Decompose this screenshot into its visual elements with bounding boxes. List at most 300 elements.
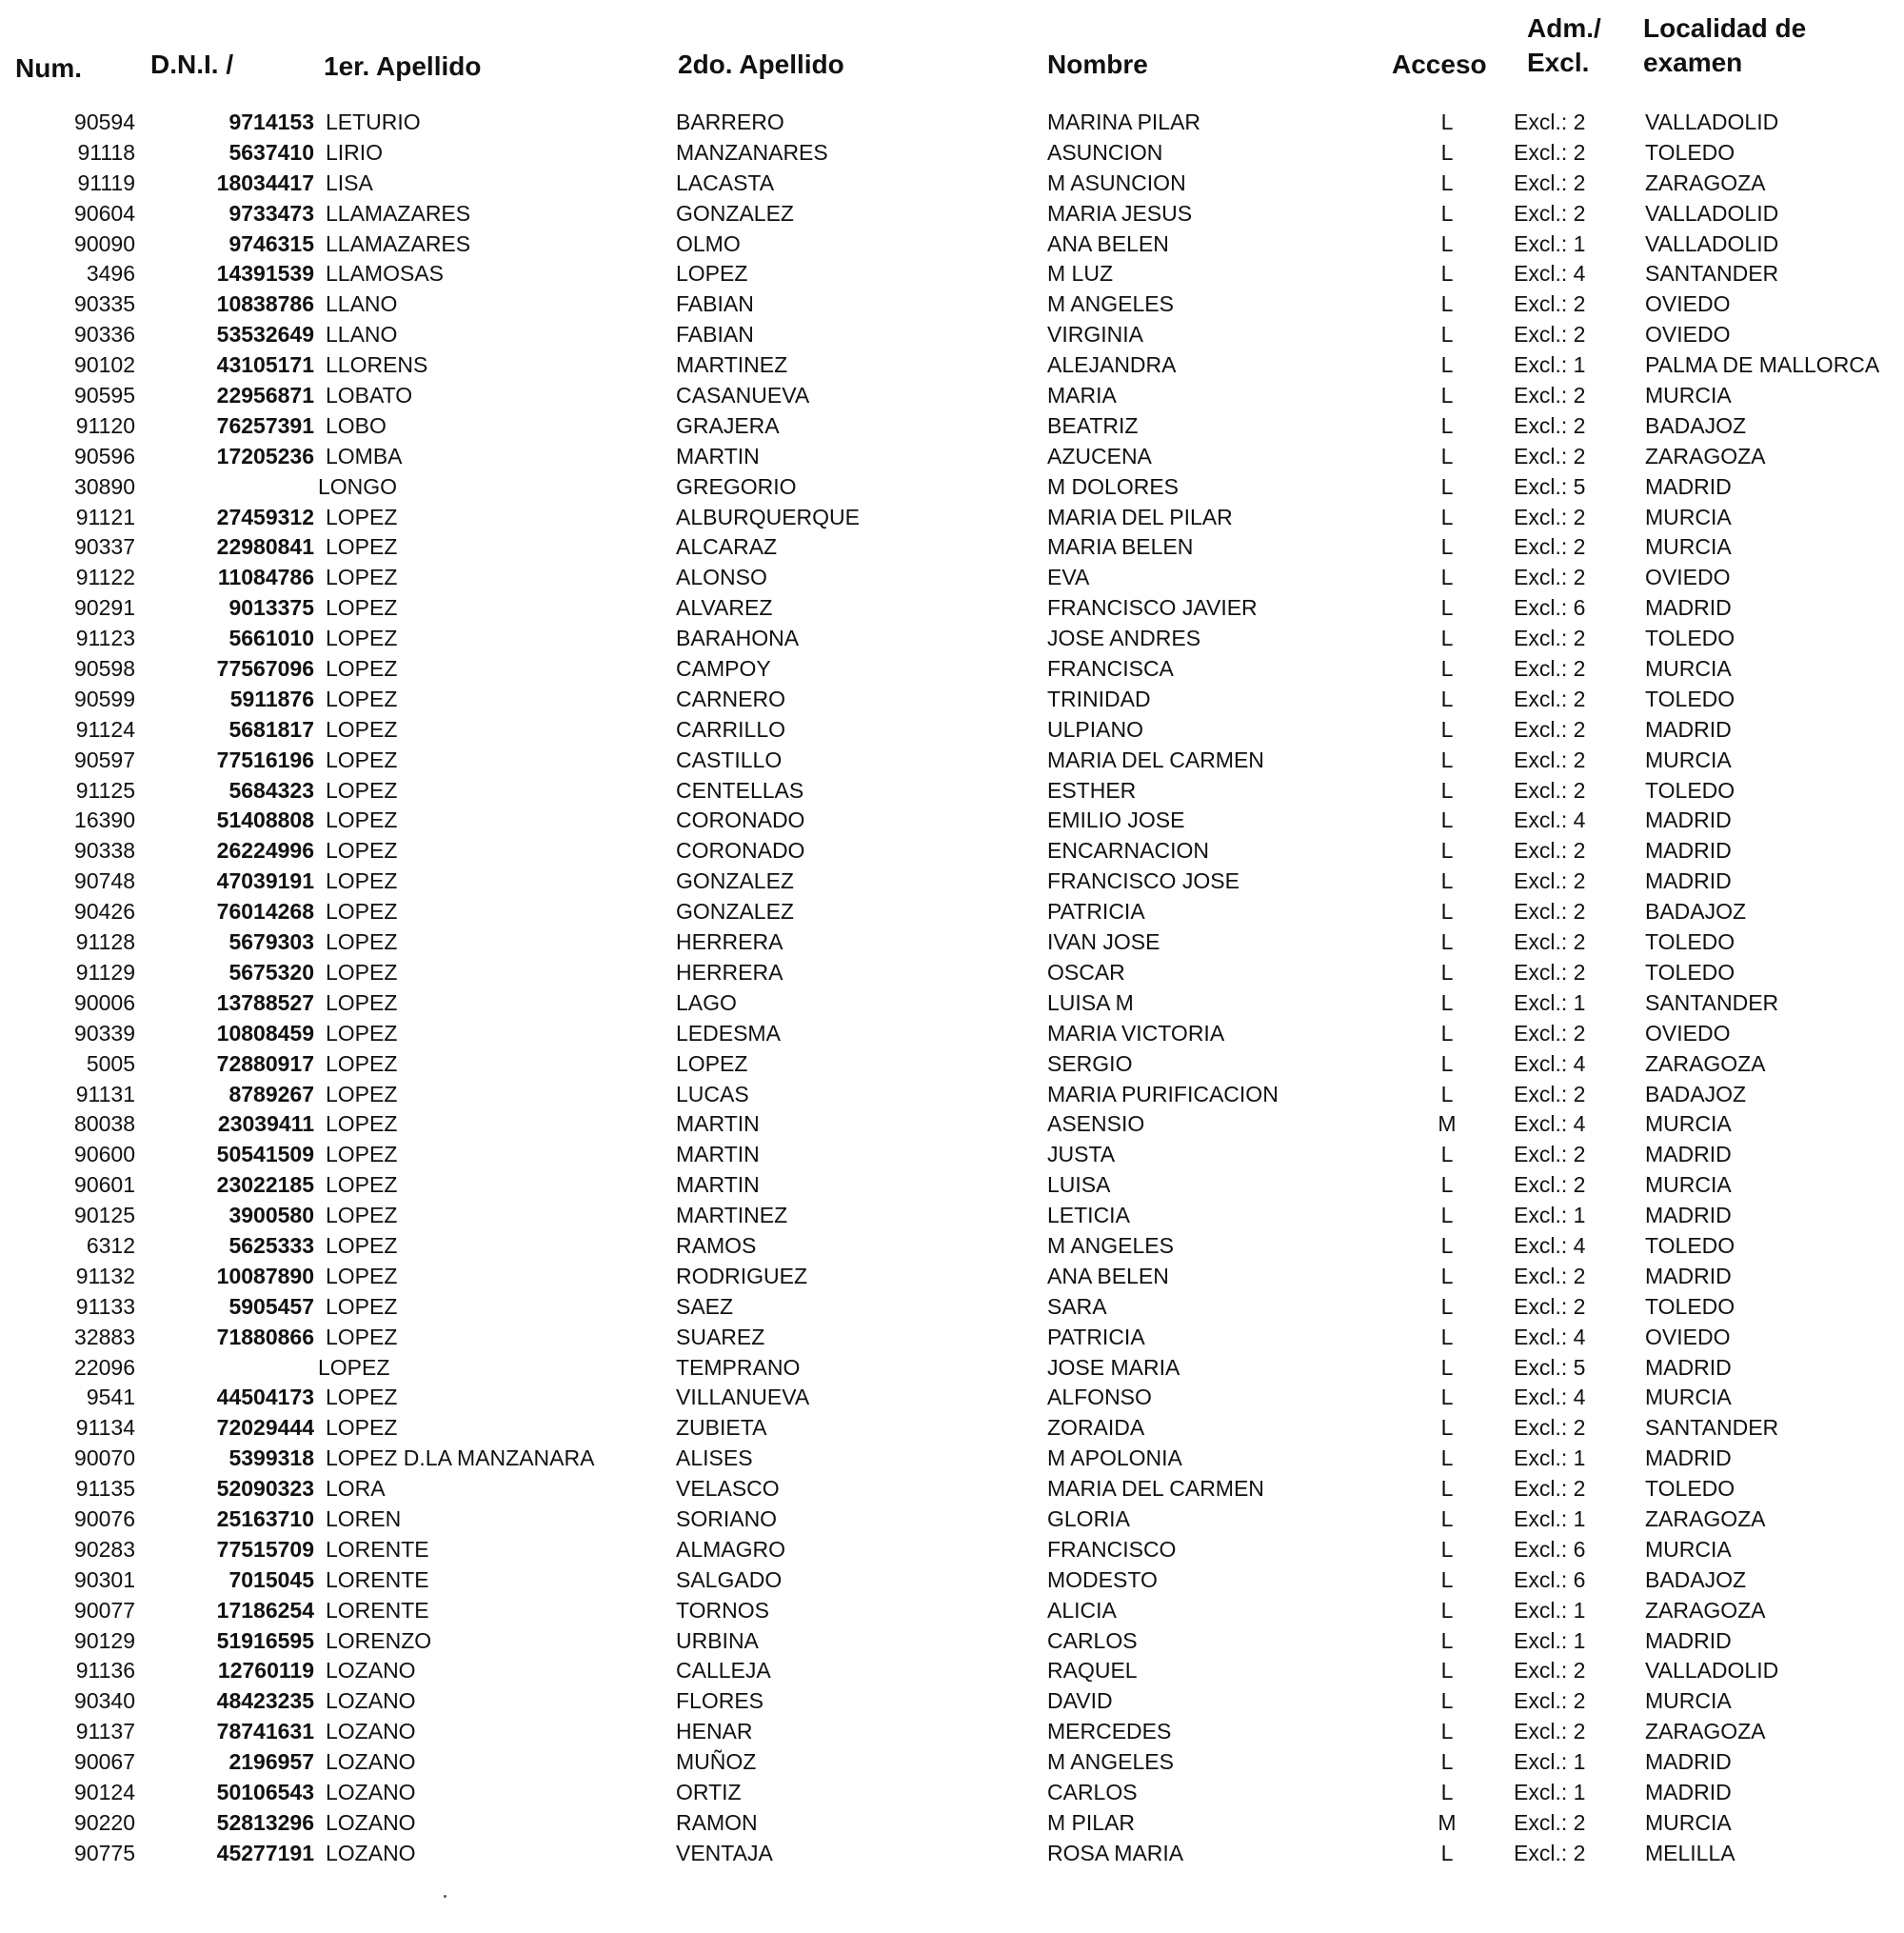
dni-cell: 77515709 — [216, 1536, 314, 1562]
apellido2-cell: HERRERA — [676, 959, 783, 985]
nombre-cell: MARIA DEL PILAR — [1047, 504, 1233, 529]
nombre-cell: M APOLONIA — [1047, 1445, 1182, 1471]
localidad-cell: MADRID — [1645, 807, 1732, 833]
num-cell: 90102 — [74, 352, 135, 378]
dni-cell: 53532649 — [216, 322, 314, 348]
excl-cell: Excl.: 2 — [1514, 1081, 1586, 1106]
nombre-cell: M ANGELES — [1047, 1749, 1174, 1775]
acceso-cell: L — [1440, 1749, 1454, 1775]
excl-cell: Excl.: 2 — [1514, 1658, 1586, 1684]
localidad-cell: VALLADOLID — [1645, 200, 1779, 226]
apellido1-cell: LOPEZ — [326, 1111, 398, 1137]
excl-cell: Excl.: 5 — [1514, 473, 1586, 499]
num-cell: 90125 — [74, 1203, 135, 1228]
excl-cell: Excl.: 4 — [1514, 261, 1586, 287]
apellido1-cell: LOPEZ — [326, 1050, 398, 1076]
localidad-cell: TOLEDO — [1645, 1232, 1735, 1258]
table-row — [0, 108, 1904, 138]
header-dni: D.N.I. / — [150, 50, 234, 79]
apellido1-cell: LOPEZ — [326, 1263, 398, 1288]
dni-cell: 77567096 — [216, 656, 314, 682]
header-adm: Adm./ — [1527, 13, 1601, 43]
acceso-cell: L — [1440, 1476, 1454, 1502]
table-header — [0, 0, 1904, 110]
localidad-cell: MURCIA — [1645, 383, 1732, 409]
acceso-cell: L — [1440, 1719, 1454, 1744]
excl-cell: Excl.: 2 — [1514, 686, 1586, 711]
apellido2-cell: ALVAREZ — [676, 595, 773, 621]
apellido2-cell: CARRILLO — [676, 716, 786, 742]
excl-cell: Excl.: 6 — [1514, 1536, 1586, 1562]
apellido2-cell: SALGADO — [676, 1566, 783, 1592]
localidad-cell: MADRID — [1645, 1627, 1732, 1653]
localidad-cell: ZARAGOZA — [1645, 1505, 1766, 1531]
excl-cell: Excl.: 2 — [1514, 656, 1586, 682]
nombre-cell: M ASUNCION — [1047, 169, 1186, 195]
num-cell: 90596 — [74, 443, 135, 468]
apellido1-cell: LORENTE — [326, 1597, 429, 1623]
acceso-cell: L — [1440, 565, 1454, 590]
apellido2-cell: URBINA — [676, 1627, 759, 1653]
apellido2-cell: ALMAGRO — [676, 1536, 786, 1562]
table-row — [0, 1201, 1904, 1231]
dni-cell: 5399318 — [228, 1445, 314, 1471]
num-cell: 91125 — [75, 777, 135, 803]
apellido2-cell: LAGO — [676, 989, 737, 1015]
acceso-cell: L — [1440, 1415, 1454, 1441]
dni-cell: 43105171 — [216, 352, 314, 378]
apellido2-cell: CORONADO — [676, 807, 805, 833]
num-cell: 91131 — [75, 1081, 135, 1106]
acceso-cell: L — [1440, 1688, 1454, 1714]
apellido2-cell: HERRERA — [676, 929, 783, 955]
excl-cell: Excl.: 2 — [1514, 1476, 1586, 1502]
apellido2-cell: TEMPRANO — [676, 1354, 801, 1380]
nombre-cell: FRANCISCA — [1047, 656, 1174, 682]
localidad-cell: MURCIA — [1645, 656, 1732, 682]
dni-cell: 23022185 — [216, 1172, 314, 1198]
num-cell: 91128 — [75, 929, 135, 955]
excl-cell: Excl.: 1 — [1514, 1597, 1586, 1623]
acceso-cell: L — [1440, 383, 1454, 409]
table-row — [0, 1808, 1904, 1839]
acceso-cell: L — [1440, 473, 1454, 499]
excl-cell: Excl.: 2 — [1514, 838, 1586, 864]
localidad-cell: VALLADOLID — [1645, 110, 1779, 134]
stray-mark — [444, 1895, 446, 1898]
apellido1-cell: LOPEZ — [326, 626, 398, 651]
num-cell: 90090 — [74, 230, 135, 256]
nombre-cell: MERCEDES — [1047, 1719, 1172, 1744]
excl-cell: Excl.: 4 — [1514, 1111, 1586, 1137]
apellido1-cell: LOPEZ — [326, 868, 398, 894]
nombre-cell: ZORAIDA — [1047, 1415, 1145, 1441]
excl-cell: Excl.: 4 — [1514, 1324, 1586, 1349]
nombre-cell: M LUZ — [1047, 261, 1113, 287]
localidad-cell: BADAJOZ — [1645, 1566, 1747, 1592]
acceso-cell: L — [1440, 747, 1454, 772]
header-apellido2: 2do. Apellido — [678, 50, 844, 79]
excl-cell: Excl.: 2 — [1514, 110, 1586, 134]
apellido2-cell: RODRIGUEZ — [676, 1263, 807, 1288]
apellido1-cell: LOPEZ — [326, 1293, 398, 1319]
table-row — [0, 350, 1904, 381]
localidad-cell: MADRID — [1645, 1749, 1732, 1775]
table-row — [0, 1080, 1904, 1110]
dni-cell: 71880866 — [216, 1324, 314, 1349]
nombre-cell: M PILAR — [1047, 1809, 1136, 1835]
apellido2-cell: FABIAN — [676, 291, 754, 317]
num-cell: 91136 — [75, 1658, 135, 1684]
acceso-cell: L — [1440, 686, 1454, 711]
localidad-cell: MADRID — [1645, 838, 1732, 864]
table-row — [0, 806, 1904, 836]
apellido1-cell: LOPEZ D.LA MANZANARA — [326, 1445, 595, 1471]
excl-cell: Excl.: 2 — [1514, 169, 1586, 195]
nombre-cell: CARLOS — [1047, 1779, 1138, 1804]
table-row — [0, 381, 1904, 411]
num-cell: 90220 — [74, 1809, 135, 1835]
excl-cell: Excl.: 2 — [1514, 747, 1586, 772]
acceso-cell: L — [1440, 139, 1454, 165]
apellido2-cell: SUAREZ — [676, 1324, 765, 1349]
num-cell: 91137 — [75, 1719, 135, 1744]
nombre-cell: MARIA BELEN — [1047, 534, 1194, 560]
excl-cell: Excl.: 2 — [1514, 899, 1586, 925]
apellido2-cell: ALCARAZ — [676, 534, 778, 560]
localidad-cell: MURCIA — [1645, 1688, 1732, 1714]
apellido2-cell: LOPEZ — [676, 1050, 748, 1076]
acceso-cell: L — [1440, 1354, 1454, 1380]
dni-cell: 7015045 — [228, 1566, 314, 1592]
nombre-cell: FRANCISCO JOSE — [1047, 868, 1240, 894]
apellido2-cell: RAMON — [676, 1809, 758, 1835]
dni-cell: 72029444 — [216, 1415, 314, 1441]
nombre-cell: CARLOS — [1047, 1627, 1138, 1653]
dni-cell: 50106543 — [216, 1779, 314, 1804]
apellido2-cell: CALLEJA — [676, 1658, 771, 1684]
localidad-cell: OVIEDO — [1645, 1020, 1731, 1046]
nombre-cell: ALICIA — [1047, 1597, 1117, 1623]
apellido2-cell: FABIAN — [676, 322, 754, 348]
num-cell: 90129 — [74, 1627, 135, 1653]
localidad-cell: OVIEDO — [1645, 291, 1731, 317]
excl-cell: Excl.: 2 — [1514, 1172, 1586, 1198]
excl-cell: Excl.: 2 — [1514, 1142, 1586, 1167]
excl-cell: Excl.: 4 — [1514, 1385, 1586, 1410]
excl-cell: Excl.: 1 — [1514, 230, 1586, 256]
apellido1-cell: LOPEZ — [326, 1415, 398, 1441]
apellido1-cell: LLORENS — [326, 352, 428, 378]
table-row — [0, 138, 1904, 169]
table-row — [0, 1140, 1904, 1170]
acceso-cell: L — [1440, 626, 1454, 651]
dni-cell: 76257391 — [216, 412, 314, 438]
apellido2-cell: FLORES — [676, 1688, 764, 1714]
apellido1-cell: LOZANO — [326, 1779, 416, 1804]
acceso-cell: L — [1440, 868, 1454, 894]
num-cell: 90338 — [74, 838, 135, 864]
apellido1-cell: LOPEZ — [326, 686, 398, 711]
excl-cell: Excl.: 2 — [1514, 443, 1586, 468]
nombre-cell: M ANGELES — [1047, 1232, 1174, 1258]
excl-cell: Excl.: 2 — [1514, 716, 1586, 742]
table-row — [0, 624, 1904, 654]
apellido1-cell: LOZANO — [326, 1840, 416, 1865]
nombre-cell: ASENSIO — [1047, 1111, 1145, 1137]
nombre-cell: SARA — [1047, 1293, 1107, 1319]
table-row — [0, 958, 1904, 988]
table-row — [0, 229, 1904, 260]
acceso-cell: L — [1440, 1627, 1454, 1653]
nombre-cell: MARINA PILAR — [1047, 110, 1201, 134]
excl-cell: Excl.: 2 — [1514, 626, 1586, 651]
apellido1-cell: LOPEZ — [326, 747, 398, 772]
apellido2-cell: MARTIN — [676, 1172, 760, 1198]
excl-cell: Excl.: 2 — [1514, 139, 1586, 165]
num-cell: 90600 — [74, 1142, 135, 1167]
acceso-cell: L — [1440, 1172, 1454, 1198]
table-row — [0, 867, 1904, 897]
apellido2-cell: VELASCO — [676, 1476, 780, 1502]
excl-cell: Excl.: 2 — [1514, 200, 1586, 226]
nombre-cell: ULPIANO — [1047, 716, 1143, 742]
excl-cell: Excl.: 4 — [1514, 807, 1586, 833]
nombre-cell: IVAN JOSE — [1047, 929, 1160, 955]
localidad-cell: MURCIA — [1645, 534, 1732, 560]
table-row — [0, 927, 1904, 958]
acceso-cell: L — [1440, 1840, 1454, 1865]
excl-cell: Excl.: 1 — [1514, 1505, 1586, 1531]
nombre-cell: M ANGELES — [1047, 291, 1174, 317]
localidad-cell: MADRID — [1645, 868, 1732, 894]
dni-cell: 10838786 — [216, 291, 314, 317]
localidad-cell: SANTANDER — [1645, 1415, 1779, 1441]
apellido2-cell: GONZALEZ — [676, 868, 794, 894]
dni-cell: 77516196 — [216, 747, 314, 772]
acceso-cell: L — [1440, 169, 1454, 195]
table-row — [0, 503, 1904, 533]
localidad-cell: OVIEDO — [1645, 565, 1731, 590]
dni-cell: 9746315 — [228, 230, 314, 256]
apellido2-cell: HENAR — [676, 1719, 753, 1744]
acceso-cell: L — [1440, 1020, 1454, 1046]
apellido2-cell: SORIANO — [676, 1505, 778, 1531]
localidad-cell: OVIEDO — [1645, 322, 1731, 348]
nombre-cell: MARIA DEL CARMEN — [1047, 1476, 1264, 1502]
apellido1-cell: LOPEZ — [326, 1232, 398, 1258]
localidad-cell: BADAJOZ — [1645, 899, 1747, 925]
nombre-cell: JOSE ANDRES — [1047, 626, 1201, 651]
apellido1-cell: LIRIO — [326, 139, 384, 165]
apellido2-cell: LOPEZ — [676, 261, 748, 287]
apellido1-cell: LORA — [326, 1476, 386, 1502]
acceso-cell: L — [1440, 1445, 1454, 1471]
apellido2-cell: LEDESMA — [676, 1020, 781, 1046]
nombre-cell: DAVID — [1047, 1688, 1113, 1714]
table-row — [0, 1596, 1904, 1626]
num-cell: 91118 — [77, 139, 135, 165]
apellido2-cell: CARNERO — [676, 686, 786, 711]
num-cell: 90337 — [74, 534, 135, 560]
dni-cell: 3900580 — [228, 1203, 314, 1228]
dni-cell: 10087890 — [216, 1263, 314, 1288]
apellido1-cell: LETURIO — [326, 110, 421, 134]
nombre-cell: JUSTA — [1047, 1142, 1116, 1167]
nombre-cell: SERGIO — [1047, 1050, 1133, 1076]
apellido1-cell: LOREN — [326, 1505, 402, 1531]
apellido2-cell: CAMPOY — [676, 656, 771, 682]
dni-cell: 23039411 — [217, 1111, 314, 1137]
table-row — [0, 1626, 1904, 1657]
excl-cell: Excl.: 2 — [1514, 291, 1586, 317]
acceso-cell: L — [1440, 443, 1454, 468]
localidad-cell: ZARAGOZA — [1645, 169, 1766, 195]
nombre-cell: MARIA DEL CARMEN — [1047, 747, 1264, 772]
apellido1-cell: LLAMAZARES — [326, 230, 471, 256]
table-row — [0, 532, 1904, 563]
excl-cell: Excl.: 1 — [1514, 1203, 1586, 1228]
table-row — [0, 654, 1904, 685]
excl-cell: Excl.: 2 — [1514, 565, 1586, 590]
num-cell: 91124 — [75, 716, 135, 742]
num-cell: 22096 — [74, 1354, 135, 1380]
localidad-cell: MADRID — [1645, 1779, 1732, 1804]
table-row — [0, 1262, 1904, 1292]
nombre-cell: LUISA — [1047, 1172, 1111, 1198]
excl-cell: Excl.: 1 — [1514, 1749, 1586, 1775]
localidad-cell: OVIEDO — [1645, 1324, 1731, 1349]
localidad-cell: ZARAGOZA — [1645, 1719, 1766, 1744]
num-cell: 91129 — [75, 959, 135, 985]
excl-cell: Excl.: 1 — [1514, 1779, 1586, 1804]
acceso-cell: L — [1440, 1779, 1454, 1804]
excl-cell: Excl.: 2 — [1514, 534, 1586, 560]
nombre-cell: EMILIO JOSE — [1047, 807, 1185, 833]
acceso-cell: L — [1440, 1324, 1454, 1349]
localidad-cell: MURCIA — [1645, 1536, 1732, 1562]
acceso-cell: L — [1440, 1081, 1454, 1106]
num-cell: 91135 — [75, 1476, 135, 1502]
apellido1-cell: LONGO — [318, 473, 398, 499]
apellido2-cell: CASTILLO — [676, 747, 783, 772]
localidad-cell: BADAJOZ — [1645, 412, 1747, 438]
apellido2-cell: MARTIN — [676, 1142, 760, 1167]
dni-cell: 78741631 — [216, 1719, 314, 1744]
acceso-cell: L — [1440, 959, 1454, 985]
header-excl: Excl. — [1527, 48, 1590, 77]
table-row — [0, 1778, 1904, 1808]
apellido2-cell: CASANUEVA — [676, 383, 810, 409]
localidad-cell: TOLEDO — [1645, 929, 1735, 955]
acceso-cell: L — [1440, 1232, 1454, 1258]
nombre-cell: EVA — [1047, 565, 1090, 590]
apellido2-cell: BARRERO — [676, 110, 784, 134]
apellido1-cell: LOPEZ — [326, 1142, 398, 1167]
excl-cell: Excl.: 2 — [1514, 504, 1586, 529]
apellido2-cell: TORNOS — [676, 1597, 769, 1623]
nombre-cell: ANA BELEN — [1047, 230, 1169, 256]
dni-cell: 9013375 — [228, 595, 314, 621]
localidad-cell: VALLADOLID — [1645, 230, 1779, 256]
nombre-cell: VIRGINIA — [1047, 322, 1143, 348]
acceso-cell: L — [1440, 534, 1454, 560]
acceso-cell: L — [1440, 261, 1454, 287]
nombre-cell: MARIA VICTORIA — [1047, 1020, 1225, 1046]
nombre-cell: JOSE MARIA — [1047, 1354, 1180, 1380]
dni-cell: 5681817 — [228, 716, 314, 742]
header-acceso: Acceso — [1392, 50, 1487, 79]
apellido1-cell: LOPEZ — [326, 656, 398, 682]
table-row — [0, 1170, 1904, 1201]
dni-cell: 48423235 — [216, 1688, 314, 1714]
num-cell: 91120 — [75, 412, 135, 438]
dni-cell: 25163710 — [216, 1505, 314, 1531]
dni-cell: 44504173 — [216, 1385, 314, 1410]
acceso-cell: L — [1440, 200, 1454, 226]
dni-cell: 22956871 — [216, 383, 314, 409]
apellido1-cell: LOZANO — [326, 1809, 416, 1835]
num-cell: 90006 — [74, 989, 135, 1015]
num-cell: 90597 — [74, 747, 135, 772]
localidad-cell: MURCIA — [1645, 1172, 1732, 1198]
table-row — [0, 988, 1904, 1019]
apellido1-cell: LOZANO — [326, 1749, 416, 1775]
dni-cell: 12760119 — [217, 1658, 314, 1684]
apellido1-cell: LLAMAZARES — [326, 200, 471, 226]
dni-cell: 26224996 — [216, 838, 314, 864]
num-cell: 90335 — [74, 291, 135, 317]
acceso-cell: L — [1440, 504, 1454, 529]
apellido1-cell: LOPEZ — [326, 1172, 398, 1198]
table-row — [0, 1049, 1904, 1080]
acceso-cell: L — [1440, 1263, 1454, 1288]
localidad-cell: ZARAGOZA — [1645, 443, 1766, 468]
apellido1-cell: LOPEZ — [326, 959, 398, 985]
localidad-cell: MADRID — [1645, 595, 1732, 621]
localidad-cell: TOLEDO — [1645, 139, 1735, 165]
nombre-cell: MARIA PURIFICACION — [1047, 1081, 1279, 1106]
apellido1-cell: LOPEZ — [326, 807, 398, 833]
table-row — [0, 715, 1904, 746]
dni-cell: 18034417 — [216, 169, 314, 195]
dni-cell: 5675320 — [228, 959, 314, 985]
table-row — [0, 776, 1904, 807]
table-row — [0, 897, 1904, 927]
localidad-cell: MURCIA — [1645, 747, 1732, 772]
acceso-cell: L — [1440, 230, 1454, 256]
dni-cell: 9733473 — [228, 200, 314, 226]
acceso-cell: L — [1440, 899, 1454, 925]
num-cell: 90599 — [74, 686, 135, 711]
num-cell: 80038 — [74, 1111, 135, 1137]
nombre-cell: ALFONSO — [1047, 1385, 1152, 1410]
dni-cell: 27459312 — [216, 504, 314, 529]
acceso-cell: M — [1438, 1809, 1457, 1835]
apellido1-cell: LORENTE — [326, 1536, 429, 1562]
apellido2-cell: CORONADO — [676, 838, 805, 864]
acceso-cell: L — [1440, 412, 1454, 438]
dni-cell: 17205236 — [216, 443, 314, 468]
apellido2-cell: SAEZ — [676, 1293, 734, 1319]
num-cell: 90748 — [74, 868, 135, 894]
excl-cell: Excl.: 4 — [1514, 1232, 1586, 1258]
localidad-cell: MURCIA — [1645, 1809, 1732, 1835]
apellido1-cell: LOPEZ — [326, 838, 398, 864]
apellido2-cell: CENTELLAS — [676, 777, 804, 803]
apellido1-cell: LOZANO — [326, 1658, 416, 1684]
localidad-cell: ZARAGOZA — [1645, 1597, 1766, 1623]
